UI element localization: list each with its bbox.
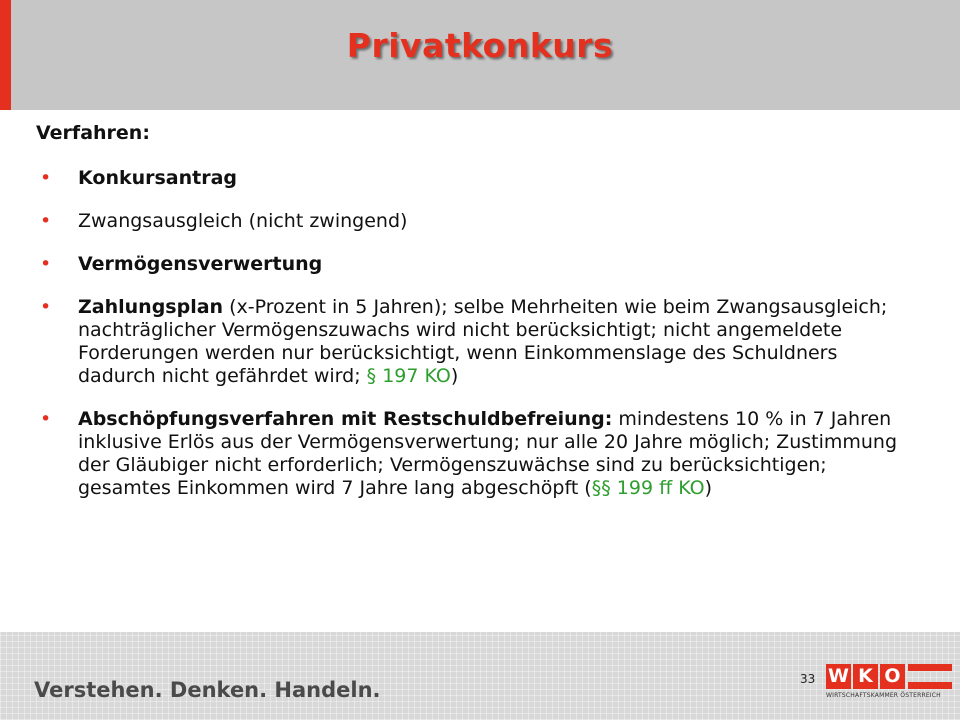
item-term: Zahlungsplan <box>78 296 224 318</box>
bullet-icon: • <box>40 167 52 189</box>
slide-footer <box>0 632 960 720</box>
list-item <box>36 408 916 500</box>
logo-stripe <box>908 682 952 689</box>
law-reference: § 197 KO <box>366 365 451 387</box>
list-item <box>36 296 916 388</box>
item-text: Zwangsausgleich (nicht zwingend) <box>78 210 408 232</box>
logo-letter-w: W <box>826 664 851 689</box>
bullet-icon: • <box>40 296 52 318</box>
slide-title: Privatkonkurs <box>346 26 614 65</box>
wko-logo <box>826 662 952 702</box>
item-text: (x-Prozent in 5 Jahren); selbe Mehrheiten wie beim Zwangsausgleich; nachträglicher Vermögenszuwachs wird nicht berücksichtigt; nicht angemeldete Forderungen werden nur berücksichtigt, wenn Einkommenslage des Schuldners dadurch nicht gefährdet wird; <box>78 296 888 387</box>
item-term: Konkursantrag <box>78 167 238 189</box>
section-heading: Verfahren: <box>36 122 150 144</box>
page-number: 33 <box>800 672 816 686</box>
logo-stripe <box>908 664 952 671</box>
item-text: mindestens 10 % in 7 Jahren inklusive Erlös aus der Vermögensverwertung; nur alle 20 Jahre möglich; Zustimmung der Gläubiger nicht erforderlich; Vermögenszuwächse sind zu berücksichtigen; gesamtes Einkommen wird 7 Jahre lang abgeschöpft ( <box>78 408 898 499</box>
bullet-icon: • <box>40 253 52 275</box>
item-text-close: ) <box>450 365 459 387</box>
item-term: Abschöpfungsverfahren mit Restschuldbefreiung: <box>78 408 613 430</box>
bullet-icon: • <box>40 408 52 430</box>
item-text-close: ) <box>704 477 713 499</box>
list-item <box>36 210 916 233</box>
logo-subtitle: WIRTSCHAFTSKAMMER ÖSTERREICH <box>826 692 941 699</box>
slide-header <box>0 0 960 110</box>
logo-letter-k: K <box>853 664 878 689</box>
bullet-icon: • <box>40 210 52 232</box>
footer-slogan: Verstehen. Denken. Handeln. <box>34 678 381 702</box>
law-reference: §§ 199 ff KO <box>591 477 705 499</box>
item-term: Vermögensverwertung <box>78 253 323 275</box>
bullet-list <box>36 167 916 500</box>
slide-content <box>36 122 916 520</box>
list-item <box>36 253 916 276</box>
list-item <box>36 167 916 190</box>
logo-letter-o: O <box>880 664 905 689</box>
